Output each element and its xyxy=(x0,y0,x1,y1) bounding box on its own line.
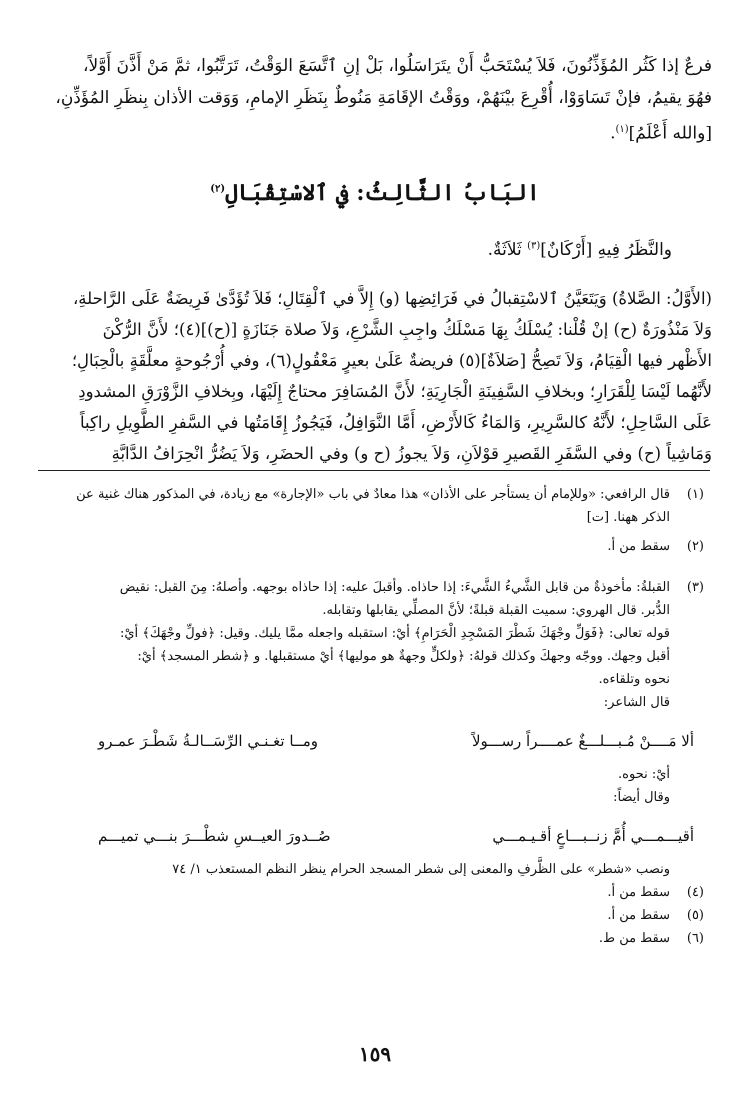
footnote-3-line-4: أقبل وجهك. ووجّه وجهكَ وكذلك قولهُ: ﴿ولكلٍّ وجهةٌ هو موليها﴾ أيْ مستقبلها. و ﴿شطر المسجد﴾ أيْ: xyxy=(137,649,670,664)
footnote-1-line-2: الذكر ههنا. [ت] xyxy=(586,510,670,525)
top-line-3-text: [والله أَعْلَمُ] xyxy=(628,123,712,144)
verse-1-second-hemistich: ومــا تغـنـي الرِّسَــالـةُ شَطْـرَ عمـرو xyxy=(98,732,318,750)
footnote-body xyxy=(38,763,670,809)
main-text-block xyxy=(38,283,712,469)
footnote-3-line-1: القبلةُ: مأخوذةٌ من قابل الشَّيءُ الشَّيءَ: إذا حاذاه. وأقبلَ عليه: إذا حاذاه بوجهه. وأصلهُ: مِنَ القبل: نقيض xyxy=(119,580,670,595)
footnote-body: سقط من أ. xyxy=(607,539,670,554)
footnote-3-line-6: قال الشاعر: xyxy=(603,695,670,710)
footnote-ref-2[interactable]: (٢) xyxy=(210,183,226,195)
footnote-5 xyxy=(38,904,712,927)
footnote-divider xyxy=(38,470,710,471)
footnote-3-line-7: أيْ: نحوه. xyxy=(618,767,670,782)
footnote-3-line-8: وقال أيضاً: xyxy=(613,790,670,805)
footnote-3-continued-a xyxy=(38,763,712,809)
poetry-verse-2 xyxy=(98,825,694,848)
footnote-body: سقط من أ. xyxy=(607,908,670,923)
top-paragraph xyxy=(38,50,712,150)
footnote-4 xyxy=(38,881,712,904)
footnote-3-line-3: قوله تعالى: ﴿فَوَلِّ وجْهَكَ شَطْرَ المَسْجِدِ الْحَرَامِ﴾ أيْ: استقبله واجعله ممَّا يليك. وقيل: ﴿فولِّ وجْهَكَ﴾ أيْ: xyxy=(119,626,670,641)
verse-2-first-hemistich: أقيـــمـــي أُمَّ زنــبـــاعٍ أقـيـمـــي xyxy=(492,827,694,845)
footnote-number: (٦) xyxy=(686,931,704,946)
footnote-3-continued-b xyxy=(38,858,712,881)
footnote-number: (١) xyxy=(686,487,704,502)
footnote-6 xyxy=(38,927,712,950)
verse-1-first-hemistich: ألا مَــــنْ مُـبـــلـــغٌ عمــــراً رســـولاً xyxy=(471,732,694,750)
footnote-1 xyxy=(38,483,712,529)
book-page xyxy=(38,0,712,1096)
main-line-1: (الأَوَّلُ: الصَّلاةُ) وَيَتَعَيَّنُ ٱلاسْتِقبالُ في فَرَائِضِها (و) إِلاَّ في ٱلْقِتَالِ؛ فَلاَ تُؤَدَّىٰ فَرِيضَةٌ عَلَى الرَّاحلةِ، xyxy=(72,289,712,308)
footnote-body: ونصب «شطر» على الظَّرفِ والمعنى إلى شطر المسجد الحرام ينظر النظم المستعذب ١/ ٧٤ xyxy=(172,862,670,877)
main-line-2: وَلاَ مَنْذُورَةٌ (ح) إنْ قُلْنا: يُسْلَكُ بِهَا مَسْلَكُ واجِبِ الشَّرْعِ، وَلاَ صلاة جَنَازَةٍ [(ح)](٤)؛ لأَنَّ الرُّكْنَ xyxy=(102,320,712,339)
footnote-3-line-2: الدُّبر. قال الهروي: سميت القبلة قبلةً؛ لأنَّ المصلِّي يقابلها وتقابله. xyxy=(322,603,670,618)
footnote-body xyxy=(38,483,670,529)
top-line-2: فهُوَ يقيمُ، فإنْ تَسَاوَوْا، أُقْرِعَ بيْنَهُمْ، ووَقْتُ الإقَامَةِ مَنُوطٌ بِنَظَرِ الإمامِ، وَوَقت الأذان بِنظَرِ المُؤَذِّنِ، xyxy=(55,88,712,108)
footnote-body: سقط من أ. xyxy=(607,885,670,900)
poetry-verse-1 xyxy=(98,730,694,753)
footnote-number: (٤) xyxy=(686,885,704,900)
footnote-ref-3[interactable]: (٣) xyxy=(527,240,541,252)
top-line-1: فرعٌ إذا كَثُر المُؤَذِّنُونَ، فَلاَ يُسْتَحَبُّ أَنْ يتَرَاسَلُوا، بَلْ إنِ ٱتَّسَعَ الوَقْتُ، تَرَتَّبُوا، ثمَّ مَنْ أَذَّنَ أَوَّلاً، xyxy=(83,56,712,76)
footnote-2 xyxy=(38,535,712,558)
footnote-number: (٣) xyxy=(686,580,704,595)
footnote-number: (٢) xyxy=(686,539,704,554)
footnote-3-line-5: نحوه وتلقاءه. xyxy=(598,672,670,687)
intro-text-after: ثَلاَثَةٌ. xyxy=(487,240,528,260)
verse-2-second-hemistich: صُــدورَ العيــسِ شطْـــرَ بنـــي تميـــم xyxy=(98,827,331,845)
footnote-body: سقط من ط. xyxy=(598,931,670,946)
top-line-3 xyxy=(38,114,712,150)
footnote-3 xyxy=(38,576,712,714)
footnotes xyxy=(38,483,712,950)
footnote-number: (٥) xyxy=(686,908,704,923)
page-number: ١٥٩ xyxy=(358,1042,392,1066)
footnote-ref-1[interactable]: (١) xyxy=(615,124,629,135)
chapter-heading xyxy=(38,180,712,206)
main-line-4: لأَنَّهُما لَيْسَا لِلْقَرَارِ؛ وبخلافِ السَّفِينَةِ الْجَارِيَةِ؛ لأَنَّ المُسَافِرَ محتاجٌ إِلَيْهَا، وبِخلافِ الزَّوْرَقِ المشدودِ xyxy=(78,382,712,401)
main-line-3: الأَظْهر فيها الْقِيَامُ، وَلاَ تَصِحُّ [صَلاَةٌ](٥) فريضةٌ عَلَىٰ بعيرٍ مَعْقُولٍ(٦)، وفي أُرْجُوحةٍ معلَّقَةٍ بالْحِبَالِ؛ xyxy=(71,351,712,370)
footnote-1-line-1: قال الرافعي: «وللإمام أن يستأجر على الأذان» هذا معادٌ في باب «الإجارة» مع زيادة، في المذكور هناك غنية عن xyxy=(76,487,670,502)
footnote-body xyxy=(38,576,670,714)
main-line-6: وَمَاشِياً (ح) وفي السَّفَرِ القَصيرِ قوْلاَنِ، وَلاَ يجوزُ (ح و) وفي الحضَرِ، وَلاَ يَضُرُّ انْحِرَافُ الدَّابَّةِ xyxy=(111,444,712,463)
intro-line xyxy=(488,240,672,260)
chapter-title-text: البَابُ الثَّالِثُ: في ٱلاسْتِقْبَالِ xyxy=(225,180,540,206)
intro-text-before: والنَّظَرُ فِيهِ [أَرْكَانٌ] xyxy=(540,240,672,260)
top-line-3-end: . xyxy=(610,123,616,144)
main-line-5: عَلَى السَّاحِلِ؛ لأَنَّهُ كالسَّرِيرِ، وَالمَاءُ كَالأَرْضِ، أَمَّا النَّوَافِلُ، فَيَجُوزُ إِقَامَتُها في السَّفرِ الطَّوِيلِ راكِباً xyxy=(80,413,712,432)
